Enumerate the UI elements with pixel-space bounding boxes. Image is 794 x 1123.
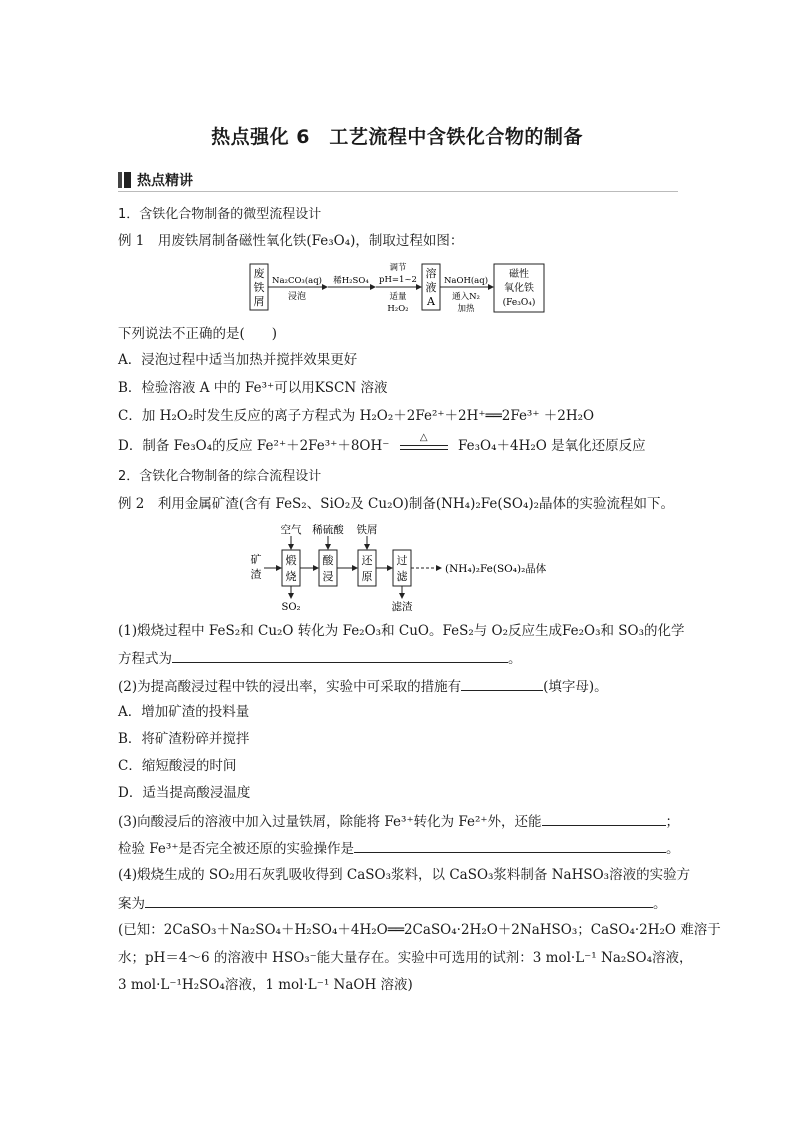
answer-blank-4[interactable] <box>354 838 666 853</box>
flow2-input-iron: 铁屑 <box>356 524 378 536</box>
section-marker-icon <box>118 172 133 188</box>
flow2-box3-c2: 原 <box>361 570 373 583</box>
q2-option-b: B．将矿渣粉碎并搅拌 <box>118 731 250 747</box>
q1-option-d-right: Fe₃O₄＋4H₂O 是氧化还原反应 <box>457 438 646 454</box>
answer-blank-3[interactable] <box>542 811 666 826</box>
q1-option-a: A．浸泡过程中适当加热并搅拌效果更好 <box>118 352 358 368</box>
q2-part4-suffix: 。 <box>653 896 667 912</box>
q2-part2-line <box>118 676 608 696</box>
flow2-start-c2: 渣 <box>250 568 262 581</box>
q2-part2-prefix: (2)为提高酸浸过程中铁的浸出率，实验中可采取的措施有 <box>118 679 462 695</box>
heat-symbol: △ <box>419 431 428 443</box>
flow1-start-c2: 铁 <box>253 281 265 294</box>
page-title: 热点强化 6 工艺流程中含铁化合物的制备 <box>211 126 583 148</box>
flow1-mid-c3: A <box>427 295 435 308</box>
q2-part3-line1 <box>118 811 679 831</box>
flow1-step4-bottom2: 加热 <box>457 304 475 314</box>
question1: 下列说法不正确的是( ) <box>118 326 278 342</box>
note-line2: 水；pH＝4～6 的溶液中 HSO₃⁻能大量存在。实验中可选用的试剂：3 mol·L⁻¹ Na₂SO₄溶液， <box>118 950 693 966</box>
q2-part3b-suffix: 。 <box>665 841 680 857</box>
q2-part3b-prefix: 检验 Fe³⁺是否完全被还原的实验操作是 <box>118 841 354 857</box>
q2-option-a: A．增加矿渣的投料量 <box>118 704 250 720</box>
answer-blank-1[interactable] <box>172 648 508 663</box>
q2-part3-suffix: ； <box>665 814 680 830</box>
example2-text: 例 2 利用金属矿渣(含有 FeS₂、SiO₂及 Cu₂O)制备(NH₄)₂Fe(SO₄)₂晶体的实验流程如下。 <box>118 496 675 512</box>
flow2-box4-c1: 过 <box>396 554 408 567</box>
q2-part3-line2 <box>118 838 679 858</box>
q2-part1-suffix: 。 <box>508 651 522 667</box>
flow1-mid-c2: 液 <box>425 281 437 294</box>
flow2-input-acid: 稀硫酸 <box>312 524 344 536</box>
flow2-box1-c2: 烧 <box>285 570 297 583</box>
flow2-box1-c1: 煅 <box>285 554 297 567</box>
part2-heading: 2．含铁化合物制备的综合流程设计 <box>118 469 322 484</box>
section-header <box>118 170 193 190</box>
flow1-end-l2: 氧化铁 <box>504 283 534 294</box>
q2-option-c: C．缩短酸浸的时间 <box>118 758 237 774</box>
note-line1: (已知：2CaSO₃＋Na₂SO₄＋H₂SO₄＋4H₂O══2CaSO₄·2H₂O＋2NaHSO₃；CaSO₄·2H₂O 难溶于 <box>118 922 721 938</box>
flow1-step4-top: NaOH(aq) <box>443 276 489 286</box>
answer-blank-5[interactable] <box>145 893 653 908</box>
q1-option-b: B．检验溶液 A 中的 Fe³⁺可以用KSCN 溶液 <box>118 380 388 396</box>
example1-text: 例 1 用废铁屑制备磁性氧化铁(Fe₃O₄)，制取过程如图： <box>118 233 464 249</box>
q1-option-d <box>118 431 646 455</box>
flow2-product: (NH₄)₂Fe(SO₄)₂晶体 <box>445 563 547 575</box>
flow1-step3-bottom2: H₂O₂ <box>387 304 409 314</box>
flow-diagram-2 <box>244 522 574 614</box>
flow1-start-c1: 废 <box>253 267 265 280</box>
flow2-box3-c1: 还 <box>361 554 373 567</box>
flow1-step4-bottom1: 通入N₂ <box>452 292 480 302</box>
flow1-step3-bottom1: 适量 <box>389 292 407 302</box>
flow1-mid-c1: 溶 <box>425 267 437 280</box>
q2-part2-suffix: (填字母)。 <box>543 679 608 695</box>
section-divider <box>118 191 678 192</box>
answer-blank-2[interactable] <box>461 676 543 691</box>
section-label: 热点精讲 <box>137 173 193 189</box>
q2-part4-line2 <box>118 893 667 913</box>
flow1-step2-top: 稀H₂SO₄ <box>333 276 369 286</box>
q2-part4-prefix: 案为 <box>118 896 145 912</box>
flow2-box4-c2: 滤 <box>396 570 408 583</box>
part1-heading: 1．含铁化合物制备的微型流程设计 <box>118 207 322 222</box>
flow2-start-c1: 矿 <box>250 553 262 566</box>
q2-option-d: D．适当提高酸浸温度 <box>118 785 251 801</box>
heat-condition-arrow <box>400 431 448 453</box>
q1-option-c: C．加 H₂O₂时发生反应的离子方程式为 H₂O₂＋2Fe²⁺＋2H⁺══2Fe³⁺ ＋2H₂O <box>118 408 595 424</box>
q1-option-d-left: D．制备 Fe₃O₄的反应 Fe²⁺＋2Fe³⁺＋8OH⁻ <box>118 438 390 454</box>
flow2-out-so2: SO₂ <box>281 602 301 613</box>
flow1-step3-top1: 调节 <box>389 263 407 273</box>
flow2-out-residue: 滤渣 <box>391 601 413 613</box>
flow-diagram-1 <box>244 258 554 318</box>
q2-part1-prefix: 方程式为 <box>118 651 172 667</box>
q2-part1-line2 <box>118 648 522 668</box>
flow1-step3-top2: pH=1~2 <box>379 275 417 285</box>
flow2-box2-c2: 浸 <box>322 570 334 583</box>
flow2-input-air: 空气 <box>280 524 302 536</box>
note-line3: 3 mol·L⁻¹H₂SO₄溶液，1 mol·L⁻¹ NaOH 溶液) <box>118 977 413 993</box>
flow1-end-l1: 磁性 <box>509 269 529 280</box>
q2-part4-line1: (4)煅烧生成的 SO₂用石灰乳吸收得到 CaSO₃浆料，以 CaSO₃浆料制备 NaHSO₃溶液的实验方 <box>118 867 691 883</box>
q2-part3-prefix: (3)向酸浸后的溶液中加入过量铁屑，除能将 Fe³⁺转化为 Fe²⁺外，还能 <box>118 814 542 830</box>
flow1-end-l3: (Fe₃O₄) <box>502 298 536 308</box>
flow2-box2-c1: 酸 <box>322 554 334 567</box>
flow1-start-c3: 屑 <box>253 295 265 308</box>
flow1-step1-top: Na₂CO₃(aq) <box>272 276 322 286</box>
flow1-step1-bottom: 浸泡 <box>287 292 307 302</box>
q2-part1-line1: (1)煅烧过程中 FeS₂和 Cu₂O 转化为 Fe₂O₃和 CuO。FeS₂与 O₂反应生成Fe₂O₃和 SO₃的化学 <box>118 623 685 639</box>
